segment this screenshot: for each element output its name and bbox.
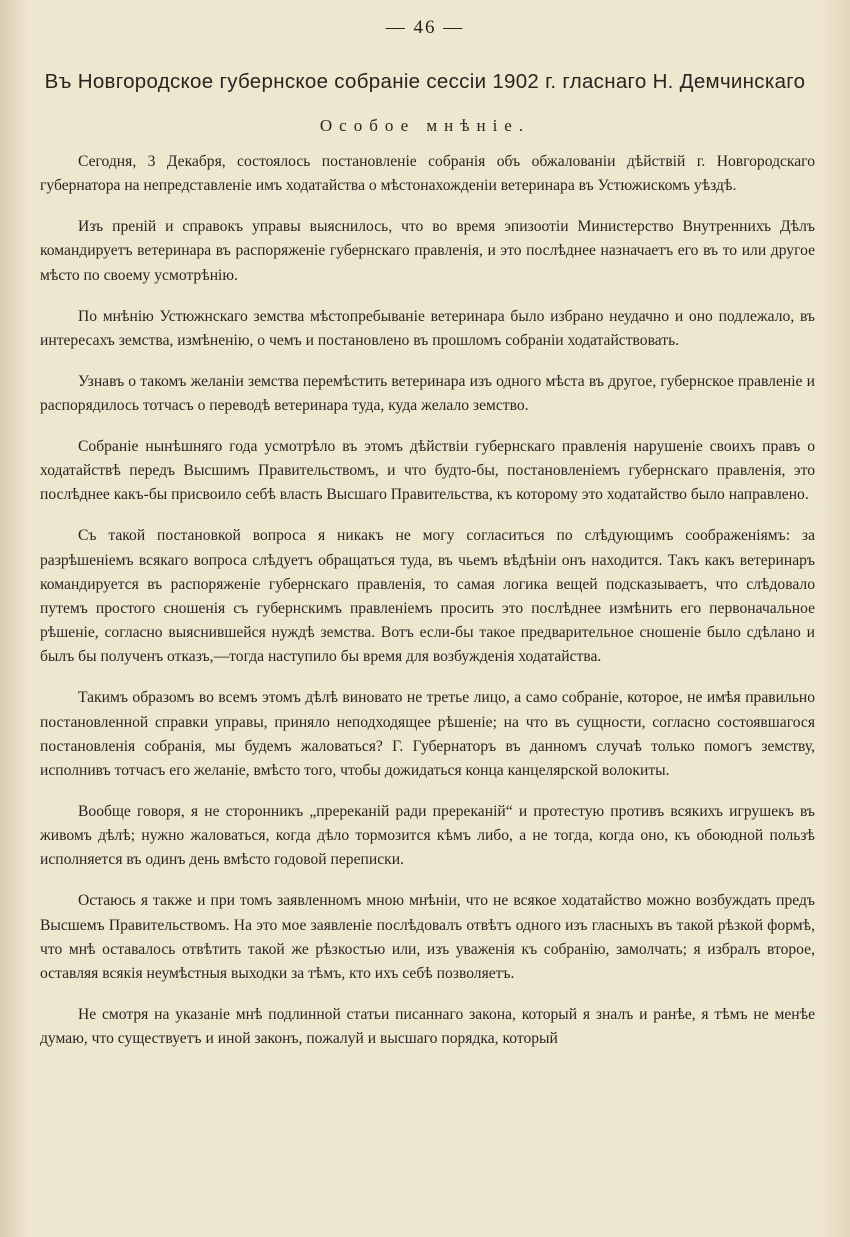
page-number: — 46 — [385, 17, 465, 38]
paragraph: Вообще говоря, я не сторонникъ „пререканій ради пререканій“ и протестую противъ всякихъ игрушекъ въ живомъ дѣлѣ; нужно жаловаться, когда дѣло тормозится кѣмъ либо, а не тогда, когда оно, къ обоюдной пользѣ исполняется въ одинъ день вмѣсто годовой переписки. [40, 803, 815, 869]
document-subtitle: Особое мнѣніе. [319, 116, 531, 135]
document-heading: Въ Новгородское губернское собраніе сессіи 1902 г. гласнаго Н. Демчинскаго [44, 70, 806, 93]
paragraph: Узнавъ о такомъ желаніи земства перемѣстить ветеринара изъ одного мѣста въ другое, губернское правленіе и распорядилось тотчасъ о переводѣ ветеринара туда, куда желало земство. [40, 372, 815, 415]
paragraph: Изъ преній и справокъ управы выяснилось, что во время эпизоотіи Министерство Внутреннихъ Дѣлъ командируетъ ветеринара въ распоряженіе губернскаго правленія, и это послѣднее назначаетъ его въ то или другое мѣсто по своему усмотрѣнію. [40, 218, 815, 284]
paragraph: Остаюсь я также и при томъ заявленномъ мною мнѣніи, что не всякое ходатайство можно возбуждать предъ Высшемъ Правительствомъ. На это мое заявленіе послѣдовалъ отвѣтъ одного изъ гласныхъ въ такой рѣзкой формѣ, что мнѣ оставалось отвѣтить такой же рѣзкостью или, изъ уваженія къ собранію, замолчать; я избралъ второе, оставляя всякія неумѣстныя выходки за тѣмъ, кто ихъ себѣ позволяетъ. [40, 892, 815, 983]
paragraph: По мнѣнію Устюжнскаго земства мѣстопребываніе ветеринара было избрано неудачно и оно подлежало, въ интересахъ земства, измѣненію, о чемъ и постановлено въ прошломъ собраніи ходатайствовать. [40, 307, 815, 349]
paragraph: Не смотря на указаніе мнѣ подлинной статьи писаннаго закона, который я зналъ и ранѣе, я тѣмъ не менѣе думаю, что существуетъ и иной законъ, пожалуй и высшаго порядка, который [40, 1006, 815, 1048]
paragraph: Съ такой постановкой вопроса я никакъ не могу согласиться по слѣдующимъ соображеніямъ: за разрѣшеніемъ всякаго вопроса слѣдуетъ обращаться туда, въ чьемъ вѣдѣніи онъ находится. Такъ какъ ветеринаръ командируется въ распоряженіе губернскаго правленія, то самая логика вещей подсказываетъ, что слѣдовало путемъ простого сношенія съ губернскимъ правленіемъ просить это послѣднее измѣнить его первоначальное рѣшеніе, согласно выяснившейся нуждѣ земства. Вотъ если-бы такое предварительное сношеніе было сдѣлано и былъ бы полученъ отказъ,—тогда наступило бы время для возбужденія ходатайства. [40, 527, 815, 666]
paragraph: Сегодня, 3 Декабря, состоялось постановленіе собранія объ обжалованіи дѣйствій г. Новгородскаго губернатора на непредставленіе имъ ходатайства о мѣстонахожденіи ветеринара въ Устюжискомъ уѣздѣ. [40, 153, 815, 195]
paragraph: Собраніе нынѣшняго года усмотрѣло въ этомъ дѣйствіи губернскаго правленія нарушеніе своихъ правъ о ходатайствѣ передъ Высшимъ Правительствомъ, и что будто-бы, постановленіемъ губернскаго правленія, это послѣднее какъ-бы присвоило себѣ власть Высшаго Правительства, къ которому это ходатайство было направлено. [40, 438, 815, 504]
body-text [40, 150, 815, 1068]
paragraph: Такимъ образомъ во всемъ этомъ дѣлѣ виновато не третье лицо, а само собраніе, которое, не имѣя правильно постановленной справки управы, приняло неподходящее рѣшеніе; на что въ сущности, согласно состоявшагося постановленія собранія, мы будемъ жаловаться? Г. Губернаторъ въ данномъ случаѣ только помогъ земству, исполнивъ тотчасъ его желаніе, вмѣсто того, чтобы дожидаться конца канцелярской волокиты. [40, 689, 815, 780]
